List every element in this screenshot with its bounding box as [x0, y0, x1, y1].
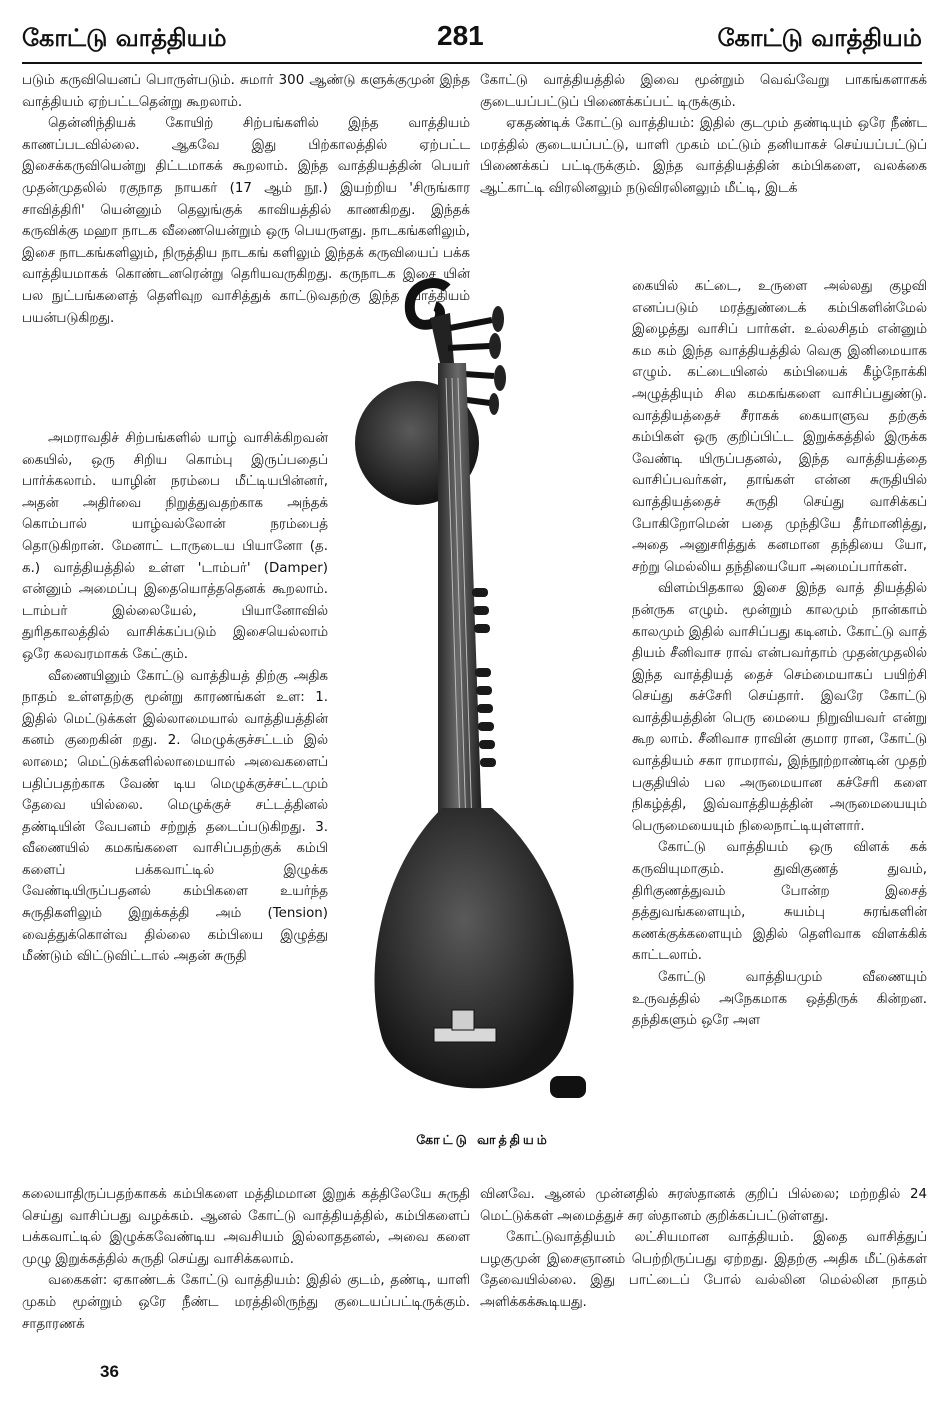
left-column-bottom	[22, 1184, 470, 1335]
paragraph: கலையாதிருப்பதற்காகக் கம்பிகளை மத்திமமான இறுக் கத்திலேயே சுருதி செய்து வாசிப்பது வழக்கம். ஆனல் கோட்டு வாத்தியத்தில், கம்பிகளைப் பக்கவாட்டில் இழுக்கவேண்டிய அவசியம் இல்லாததனல், அவை களை முழு இறுக்கத்தில் சுருதி செய்து வாசிக்கலாம்.	[22, 1187, 470, 1267]
paragraph: வீணையினும் கோட்டு வாத்தியத் திற்கு அதிக நாதம் உள்ளதற்கு மூன்று காரணங்கள் உள: 1. இதில் மெட்டுக்கள் இல்லாமையால் வாத்தியத்தின் கனம் குறைகின் றது. 2. மெழுக்குச்சட்டம் இல் லாமை; மெட்டுக்களில்லாமையால் அவைகளைப் பதிப்பதற்காக வேண் டிய மெழுக்குச்சட்டமும் தேவை யில்லை. மெழுக்குச் சட்டத்தினல் தண்டியின் வேபனம் சற்றுத் தடைப்படுகிறது. 3. வீணையில் கமகங்களை வாசிப்பதற்குக் கம்பி களைப் பக்கவாட்டில் இழுக்க வேண்டியிருப்பதனல் கம்பிகளை உயர்ந்த சுருதிகளிலும் இறுக்கத்தி அம் (Tension) வைத்துக்கொள்வ தில்லை கம்பியை இழுத்து மீண்டும் விட்டுவிட்டால் அதன் சுருதி	[22, 668, 328, 965]
paragraph: கோட்டு வாத்தியத்தில் இவை மூன்றும் வெவ்வேறு பாகங்களாகக் குடையப்பட்டுப் பிணைக்கப்பட் டிருக்கும்.	[480, 73, 927, 110]
folio-number: 36	[100, 1362, 119, 1381]
pegbox	[430, 313, 454, 363]
right-column-top	[480, 70, 927, 200]
instrument-photo	[342, 268, 624, 1128]
paragraph: படும் கருவியெனப் பொருள்படும். சுமார் 300 ஆண்டு களுக்குமுன் இந்த வாத்தியம் ஏற்பட்டதென்று கூறலாம்.	[22, 73, 470, 110]
paragraph: கோட்டு வாத்தியம் ஒரு விளக் கக் கருவியுமாகும். துவிகுணத் துவம், திரிகுணத்துவம் போன்ற இசைத் தத்துவங்களையும், சுயம்பு சுரங்களின் கணக்குக்களையும் இதில் தெளிவாக விளக்கிக் காட்டலாம்.	[632, 840, 927, 964]
right-column-bottom	[480, 1184, 927, 1314]
paragraph: தென்னிந்தியக் கோயிற் சிற்பங்களில் இந்த வாத்தியம் காணப்படவில்லை. ஆகவே இது பிற்காலத்தில் ஏற்பட்ட இசைக்கருவியென்று திட்டமாகக் கூறலாம். இந்த வாத்தியத்தின் பெயர் முதன்முதலில் ரகுநாத நாயகர் (17 ஆம் நூ.) இயற்றிய 'சிருங்கார சாவித்திரி' யென்னும் தெலுங்குக் காவியத்தில் காணகிறது. இந்தக் கருவிக்கு மஹா நாடக வீணையென்றும் ஒரு பெயருளது. நாடகங்களிலும், இசை நாடகங்களிலும், நிருத்திய நாடகங் களிலும் இந்தக் கருவியைப் பக்க வாத்தியமாகக் கொண்டனரென்று தெரியவருகிறது. கருநாடக இசை யின் பல நுட்பங்களைத் தெளிவுற வாசித்துக் காட்டுவதற்கு இந்த வாத்தியம் பயன்படுகிறது.	[22, 116, 470, 326]
paragraph: கோட்டுவாத்தியம் லட்சியமான வாத்தியம். இதை வாசித்துப் பழகுமுன் இசைஞானம் பெற்றிருப்பது ஏற்றது. இதற்கு அதிக மீட்டுக்கள் தேவையில்லை. இது பாட்டைப் போல் வல்லின மெல்லின நாதம் அளிக்கக்கூடியது.	[480, 1230, 927, 1310]
slide-block	[550, 1076, 586, 1098]
main-resonator	[375, 808, 574, 1088]
figure-caption: கோட்டு வாத்தியம்	[416, 1132, 550, 1147]
page-number: 281	[437, 20, 484, 51]
tailpiece	[452, 1010, 474, 1030]
paragraph: ஏகதண்டிக் கோட்டு வாத்தியம்: இதில் குடமும் தண்டியும் ஒரே நீண்ட மரத்தில் குடையப்பட்டு, யாளி முகம் மட்டும் தனியாகச் செய்யப்பட்டுப் பிணைக்கப் பட்டிருக்கும். இந்த வாத்தியத்தின் கம்பிகளை, வலக்கை ஆட்காட்டி விரலினலும் நடுவிரலினலும் மீட்டி, இடக்	[480, 116, 927, 196]
left-column-middle	[22, 428, 328, 968]
paragraph: அமராவதிச் சிற்பங்களில் யாழ் வாசிக்கிறவன் கையில், ஒரு சிறிய கொம்பு இருப்பதைப் பார்க்கலாம். யாழின் நரம்பை மீட்டியபின்னர், அதன் அதிர்வை நிறுத்துவதற்காக அந்தக் கொம்பால் யாழ்வல்லோன் நரம்பைத் தொடுகிறான். மேனாட் டாருடைய பியானோ (த. க.) வாத்தியத்தில் உள்ள 'டாம்பர்' (Damper) என்னும் அமைப்பு இதையொத்ததெனக் கூறலாம். டாம்பர் இல்லையேல், பியானோவில் துரிதகாலத்தில் வாசிக்கப்படும் இசையெல்லாம் ஒரே கலவரமாகக் கேட்கும்.	[22, 431, 328, 662]
running-head-right: கோட்டு வாத்தியம்	[717, 24, 922, 52]
paragraph: கையில் கட்டை, உருளை அல்லது குழவி எனப்படும் மரத்துண்டைக் கம்பிகளின்மேல் இழைத்து வாசிப் பார்கள். உல்லசிதம் என்னும் கம கம் இந்த வாத்தியத்தில் வெகு இனிமையாக எழும். கட்டையினல் கம்பியைக் கீழ்நோக்கி அழுத்தியும் சில கமகங்களை வாசிப்பதுண்டு. வாத்தியத்தைச் சீராகக் கையாளுவ தற்குக் கம்பிகள் ஒரு குறிப்பிட்ட இறுக்கத்தில் இருக்க வேண்டி யிருப்பதனல், இந்த வாத்தியத்தை வாசிப்பவர்கள், தாங்கள் என்ன சுருதியில் வாத்தியத்தைச் சுருதி செய்து வாசிக்கப் போகிறோமென் பதை முந்தியே தீர்மானித்து, அதை அனுசரித்துக் கனமான தந்தியை யோ, சற்று மெல்லிய தந்தியையோ அமைப்பார்கள்.	[632, 279, 927, 575]
right-column-middle	[632, 276, 927, 1032]
paragraph: கோட்டு வாத்தியமும் வீணையும் உருவத்தில் அநேகமாக ஒத்திருக் கின்றன. தந்திகளும் ஒரே அள	[632, 970, 927, 1029]
paragraph: வகைகள்: ஏகாண்டக் கோட்டு வாத்தியம்: இதில் குடம், தண்டி, யாளி முகம் மூன்றும் ஒரே நீண்ட மரத்திலிருந்து குடையப்பட்டிருக்கும். சாதாரணக்	[22, 1273, 470, 1332]
paragraph: வினவே. ஆனல் முன்னதில் சுரஸ்தானக் குறிப் பில்லை; மற்றதில் 24 மெட்டுக்கள் அமைத்துச் சுர ஸ்தானம் குறிக்கப்பட்டுள்ளது.	[480, 1187, 927, 1224]
paragraph: விளம்பிதகால இசை இந்த வாத் தியத்தில் நன்ருக எழும். மூன்றும் காலமும் நான்காம் காலமும் இதில் வாசிப்பது கடினம். கோட்டு வாத் தியம் சீனிவாச ராவ் என்பவர்தாம் முதன்முதலில் இந்த வாத்தியத் தைச் செம்மையாகப் பயிற்சி செய்து கச்சேரி செய்தார். இவரே கோட்டு வாத்தியத்தின் பெரு மையை நிறுவியவர் என்று கூற லாம். சீனிவாச ராவின் குமார ரான, கோட்டு வாத்தியம் சகா ராமராவ், இந்நூற்றாண்டின் முதற் பகுதியில் பல அருமையான கச்சேரி களை நிகழ்த்தி, இவ்வாத்தியத்தின் அருமையையும் பெருமையையும் நிலைநாட்டியுள்ளார்.	[632, 581, 927, 834]
gottuvadyam-illustration	[342, 268, 624, 1128]
running-head-left: கோட்டு வாத்தியம்	[22, 24, 227, 52]
header-rule	[22, 62, 922, 64]
